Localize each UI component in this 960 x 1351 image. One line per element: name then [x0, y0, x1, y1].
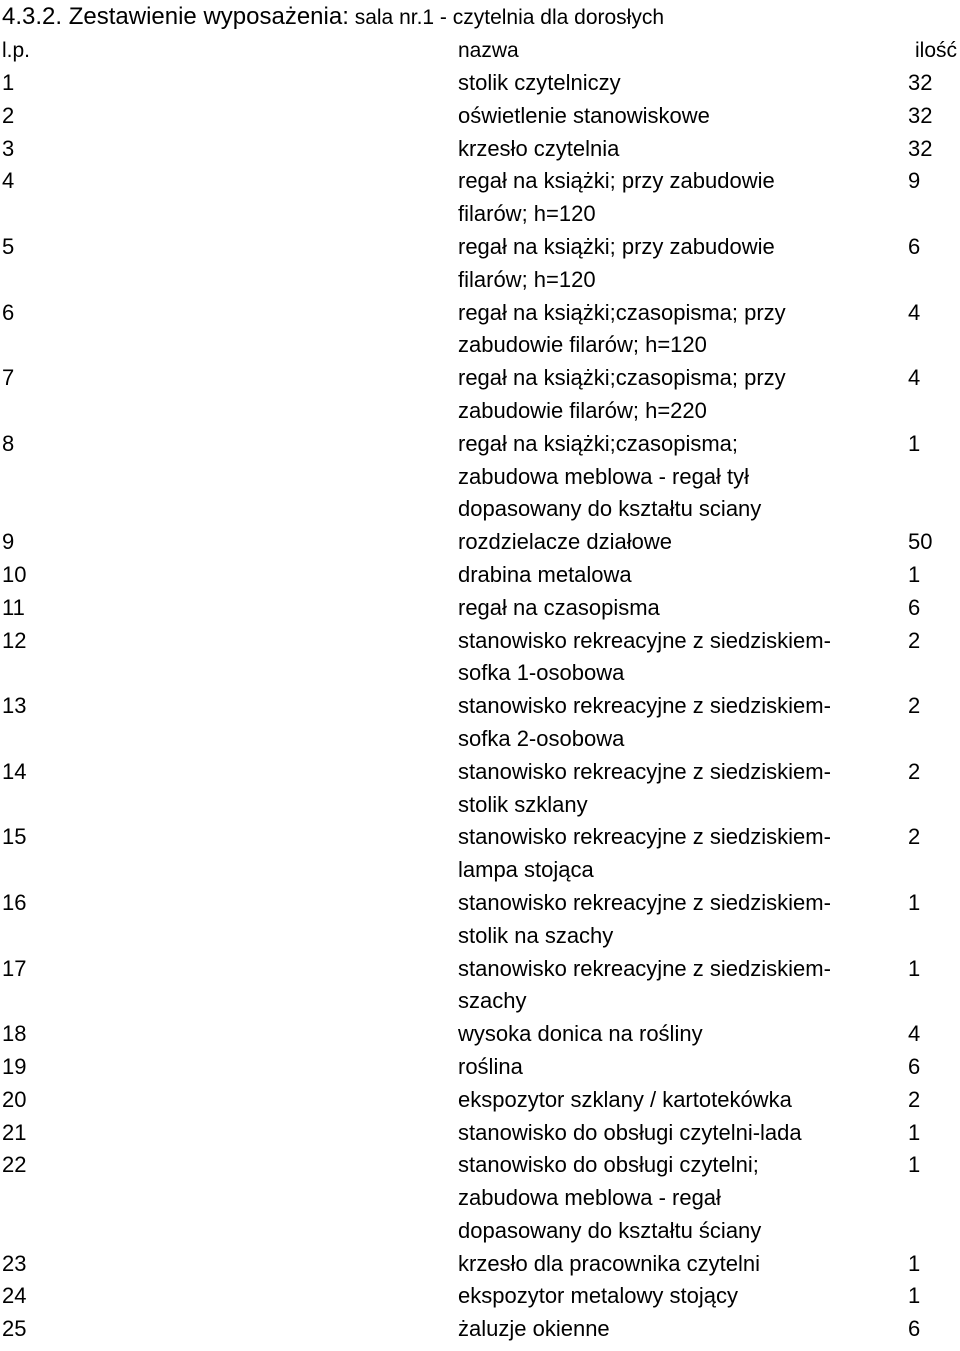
cell-ilosc: 1 [908, 889, 921, 915]
cell-nazwa: ekspozytor szklany / kartotekówka [458, 1086, 792, 1112]
table-row [0, 690, 960, 756]
table-row [0, 1248, 960, 1281]
table-row [0, 362, 960, 428]
cell-nazwa: roślina [458, 1053, 523, 1079]
cell-nazwa: stanowisko do obsługi czytelni-lada [458, 1119, 802, 1145]
section-title: 4.3.2. Zestawienie wyposażenia: [2, 3, 349, 30]
cell-ilosc: 1 [908, 1119, 921, 1145]
cell-ilosc: 32 [908, 102, 933, 128]
table-row [0, 887, 960, 953]
cell-ilosc: 4 [908, 299, 921, 325]
cell-nazwa: stanowisko rekreacyjne z siedziskiem- sofka 2-osobowa [458, 693, 831, 751]
cell-nazwa: regał na książki;czasopisma; przy zabudowie filarów; h=220 [458, 365, 786, 423]
cell-lp: 12 [2, 627, 27, 653]
table-row [0, 559, 960, 592]
cell-ilosc: 1 [908, 1283, 921, 1309]
cell-nazwa: żaluzje okienne [458, 1316, 610, 1342]
table-row [0, 1018, 960, 1051]
cell-nazwa: drabina metalowa [458, 561, 632, 587]
cell-ilosc: 1 [908, 561, 921, 587]
table-row [0, 1149, 960, 1247]
cell-lp: 18 [2, 1021, 27, 1047]
cell-ilosc: 1 [908, 1250, 921, 1276]
cell-nazwa: regał na książki; przy zabudowie filarów; h=120 [458, 233, 775, 292]
cell-nazwa: regał na czasopisma [458, 594, 660, 620]
cell-ilosc: 2 [908, 824, 921, 850]
table-row [0, 526, 960, 559]
cell-lp: 1 [2, 70, 15, 95]
cell-nazwa: rozdzielacze działowe [458, 529, 672, 555]
cell-ilosc: 6 [908, 1053, 921, 1079]
cell-nazwa: stanowisko do obsługi czytelni; zabudowa meblowa - regał dopasowany do kształtu ściany [458, 1152, 762, 1243]
cell-nazwa: krzesło czytelnia [458, 135, 620, 161]
table-row [0, 297, 960, 363]
table-row [0, 592, 960, 625]
cell-lp: 20 [2, 1086, 27, 1112]
table-row [0, 1117, 960, 1150]
cell-nazwa: stanowisko rekreacyjne z siedziskiem- lampa stojąca [458, 824, 831, 883]
cell-ilosc: 6 [908, 233, 921, 259]
cell-lp: 10 [2, 561, 27, 587]
table-row [0, 231, 960, 297]
cell-ilosc: 4 [908, 1021, 921, 1047]
cell-ilosc: 6 [908, 594, 921, 620]
cell-ilosc: 4 [908, 365, 921, 391]
column-header-lp: l.p. [2, 39, 31, 62]
cell-lp: 21 [2, 1119, 27, 1145]
cell-lp: 22 [2, 1152, 27, 1178]
table-row [0, 756, 960, 822]
cell-lp: 11 [2, 594, 25, 620]
column-header-nazwa: nazwa [458, 39, 519, 62]
table-row [0, 953, 960, 1019]
cell-ilosc: 6 [908, 1316, 921, 1342]
table-row [0, 1051, 960, 1084]
table-row [0, 1313, 960, 1346]
cell-lp: 14 [2, 758, 27, 784]
cell-lp: 24 [2, 1283, 27, 1309]
column-header-ilosc: ilość [914, 39, 957, 62]
cell-ilosc: 32 [908, 70, 933, 95]
cell-nazwa: stanowisko rekreacyjne z siedziskiem- stolik szklany [458, 758, 831, 817]
cell-lp: 4 [2, 168, 15, 194]
cell-lp: 7 [2, 365, 15, 391]
cell-nazwa: wysoka donica na rośliny [458, 1021, 703, 1047]
cell-lp: 16 [2, 889, 27, 915]
cell-nazwa: regał na książki;czasopisma; zabudowa meblowa - regał tył dopasowany do kształtu sciany [458, 430, 762, 522]
page-heading [2, 0, 664, 33]
cell-lp: 13 [2, 693, 27, 719]
cell-lp: 9 [2, 529, 15, 555]
cell-ilosc: 50 [908, 529, 933, 555]
cell-lp: 5 [2, 233, 15, 259]
equipment-table [0, 67, 960, 1346]
cell-lp: 25 [2, 1316, 27, 1342]
table-row [0, 100, 960, 133]
cell-lp: 6 [2, 299, 15, 325]
cell-lp: 15 [2, 824, 27, 850]
cell-lp: 2 [2, 102, 15, 128]
cell-ilosc: 2 [908, 627, 921, 653]
table-row [0, 1280, 960, 1313]
cell-nazwa: regał na książki;czasopisma; przy zabudowie filarów; h=120 [458, 299, 786, 358]
cell-nazwa: stolik czytelniczy [458, 70, 621, 95]
table-row [0, 165, 960, 231]
cell-nazwa: stanowisko rekreacyjne z siedziskiem- sofka 1-osobowa [458, 627, 831, 686]
cell-ilosc: 9 [908, 168, 921, 194]
cell-lp: 19 [2, 1053, 27, 1079]
table-row [0, 67, 960, 100]
cell-lp: 17 [2, 955, 27, 981]
cell-ilosc: 1 [908, 430, 921, 456]
cell-nazwa: stanowisko rekreacyjne z siedziskiem- stolik na szachy [458, 889, 831, 948]
cell-lp: 23 [2, 1250, 27, 1276]
cell-ilosc: 2 [908, 1086, 921, 1112]
table-row [0, 428, 960, 526]
cell-lp: 3 [2, 135, 15, 161]
table-row [0, 625, 960, 691]
cell-ilosc: 2 [908, 758, 921, 784]
cell-nazwa: regał na książki; przy zabudowie filarów; h=120 [458, 168, 775, 227]
table-row [0, 1084, 960, 1117]
cell-ilosc: 2 [908, 693, 921, 719]
cell-nazwa: krzesło dla pracownika czytelni [458, 1250, 761, 1276]
cell-nazwa: oświetlenie stanowiskowe [458, 102, 710, 128]
section-subtitle: sala nr.1 - czytelnia dla dorosłych [348, 6, 665, 29]
table-row [0, 133, 960, 166]
table-row [0, 821, 960, 887]
cell-ilosc: 1 [908, 1152, 921, 1178]
cell-nazwa: stanowisko rekreacyjne z siedziskiem- szachy [458, 955, 831, 1014]
cell-ilosc: 1 [908, 955, 921, 981]
cell-nazwa: ekspozytor metalowy stojący [458, 1283, 738, 1309]
cell-lp: 8 [2, 430, 15, 456]
cell-ilosc: 32 [908, 135, 933, 161]
